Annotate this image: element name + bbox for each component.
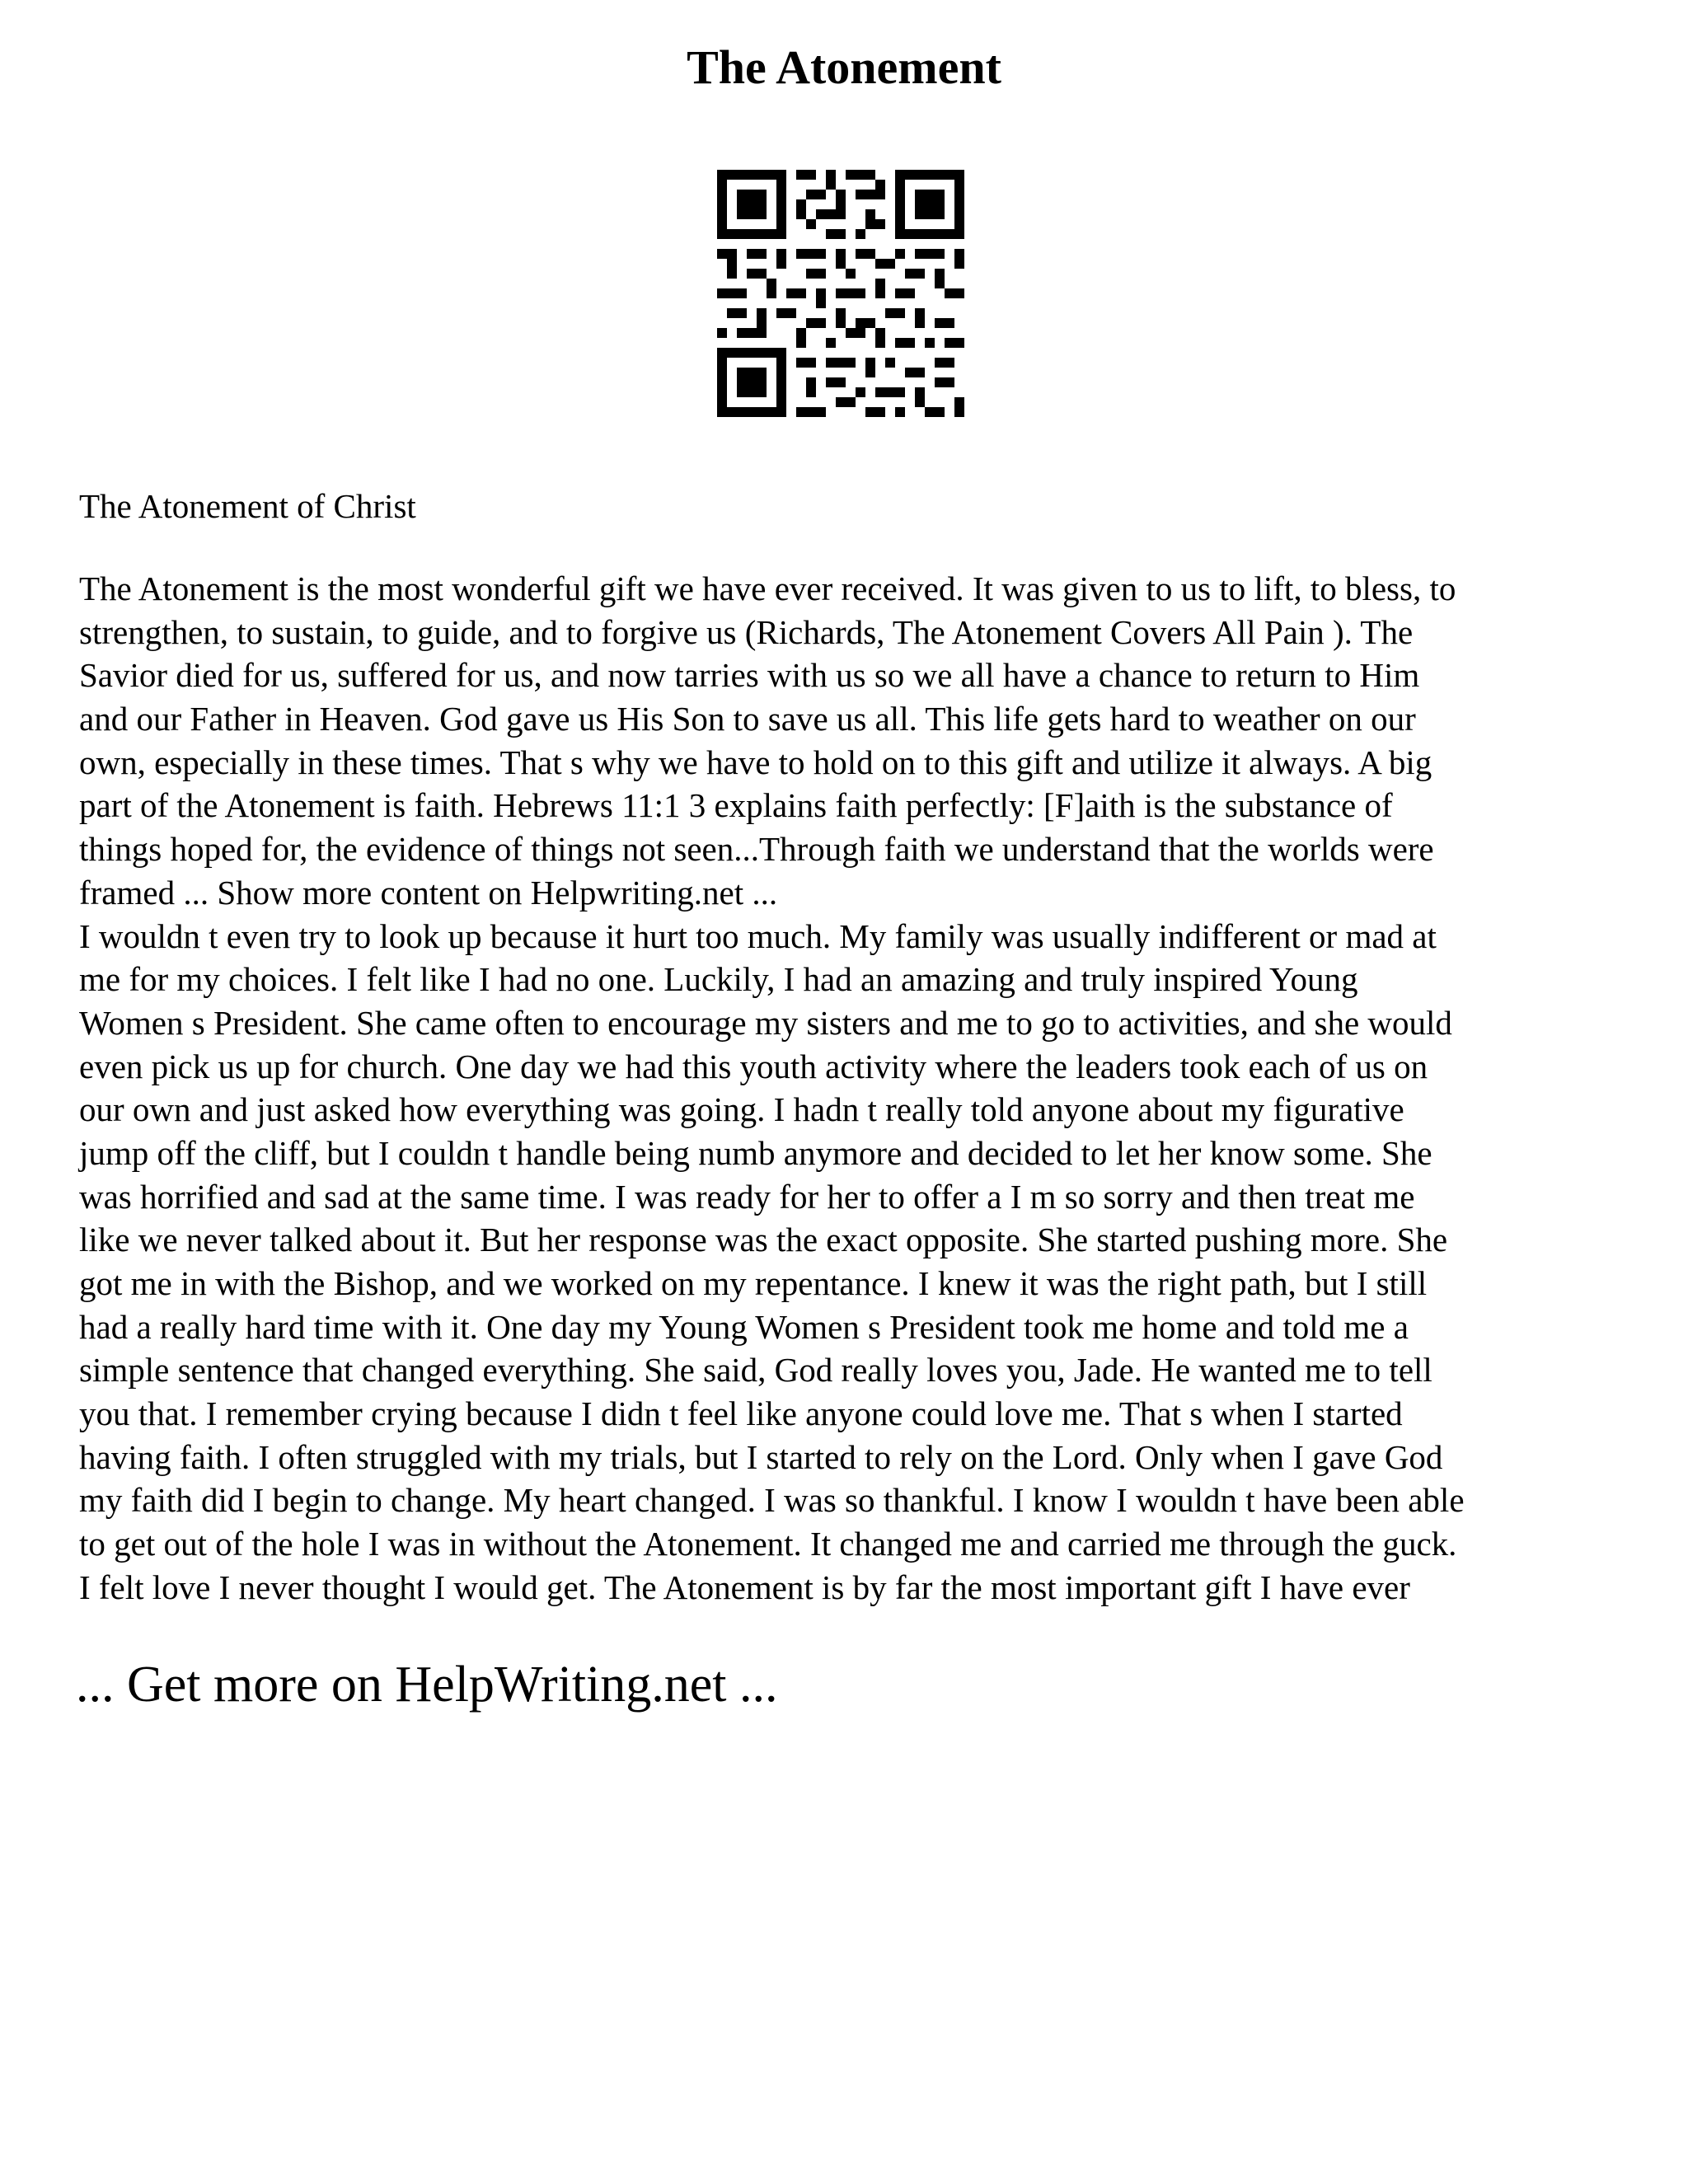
body-line: framed ... Show more content on Helpwriting.net ... [79,873,778,912]
body-line: got me in with the Bishop, and we worked on my repentance. I knew it was the right path, but I still [79,1264,1428,1302]
body-line: things hoped for, the evidence of things not seen...Through faith we understand that the worlds were [79,830,1434,869]
body-line: was horrified and sad at the same time. I was ready for her to offer a I m so sorry and then treat me [79,1177,1415,1216]
body-text [79,567,1620,1610]
body-line: I wouldn t even try to look up because it hurt too much. My family was usually indifferent or mad at [79,916,1437,955]
body-line: part of the Atonement is faith. Hebrews 11:1 3 explains faith perfectly: [F]aith is the substance of [79,786,1393,825]
body-line: you that. I remember crying because I didn t feel like anyone could love me. That s when I started [79,1394,1403,1433]
document-title: The Atonement [687,40,1001,94]
body-line: even pick us up for church. One day we had this youth activity where the leaders took each of us on [79,1047,1428,1085]
body-line: I felt love I never thought I would get. The Atonement is by far the most important gift I have ever [79,1568,1410,1606]
body-line: own, especially in these times. That s why we have to hold on to this gift and utilize it always. A big [79,743,1432,781]
body-line: my faith did I begin to change. My heart changed. I was so thankful. I know I wouldn t have been able [79,1481,1465,1520]
section-heading: The Atonement of Christ [79,487,416,525]
get-more-link[interactable]: ... Get more on HelpWriting.net ... [76,1657,778,1713]
qr-code-icon [717,170,964,417]
body-line: Savior died for us, suffered for us, and now tarries with us so we all have a chance to return to Him [79,656,1420,695]
body-line: The Atonement is the most wonderful gift we have ever received. It was given to us to lift, to bless, to [79,569,1456,607]
body-line: our own and just asked how everything was going. I hadn t really told anyone about my figurative [79,1090,1404,1129]
body-line: Women s President. She came often to encourage my sisters and me to go to activities, and she would [79,1003,1452,1042]
body-line: having faith. I often struggled with my trials, but I started to rely on the Lord. Only when I gave God [79,1437,1443,1476]
body-line: jump off the cliff, but I couldn t handle being numb anymore and decided to let her know some. She [79,1133,1432,1172]
body-line: strengthen, to sustain, to guide, and to forgive us (Richards, The Atonement Covers All Pain ). The [79,612,1414,651]
body-line: to get out of the hole I was in without the Atonement. It changed me and carried me through the guck. [79,1525,1457,1563]
body-line: like we never talked about it. But her response was the exact opposite. She started pushing more. She [79,1221,1448,1259]
body-line: had a really hard time with it. One day my Young Women s President took me home and told me a [79,1307,1409,1346]
body-line: simple sentence that changed everything. She said, God really loves you, Jade. He wanted me to tell [79,1351,1432,1390]
body-line: and our Father in Heaven. God gave us His Son to save us all. This life gets hard to weather on our [79,700,1416,738]
qr-code-graphic [717,170,964,417]
body-line: me for my choices. I felt like I had no one. Luckily, I had an amazing and truly inspired Young [79,960,1358,999]
